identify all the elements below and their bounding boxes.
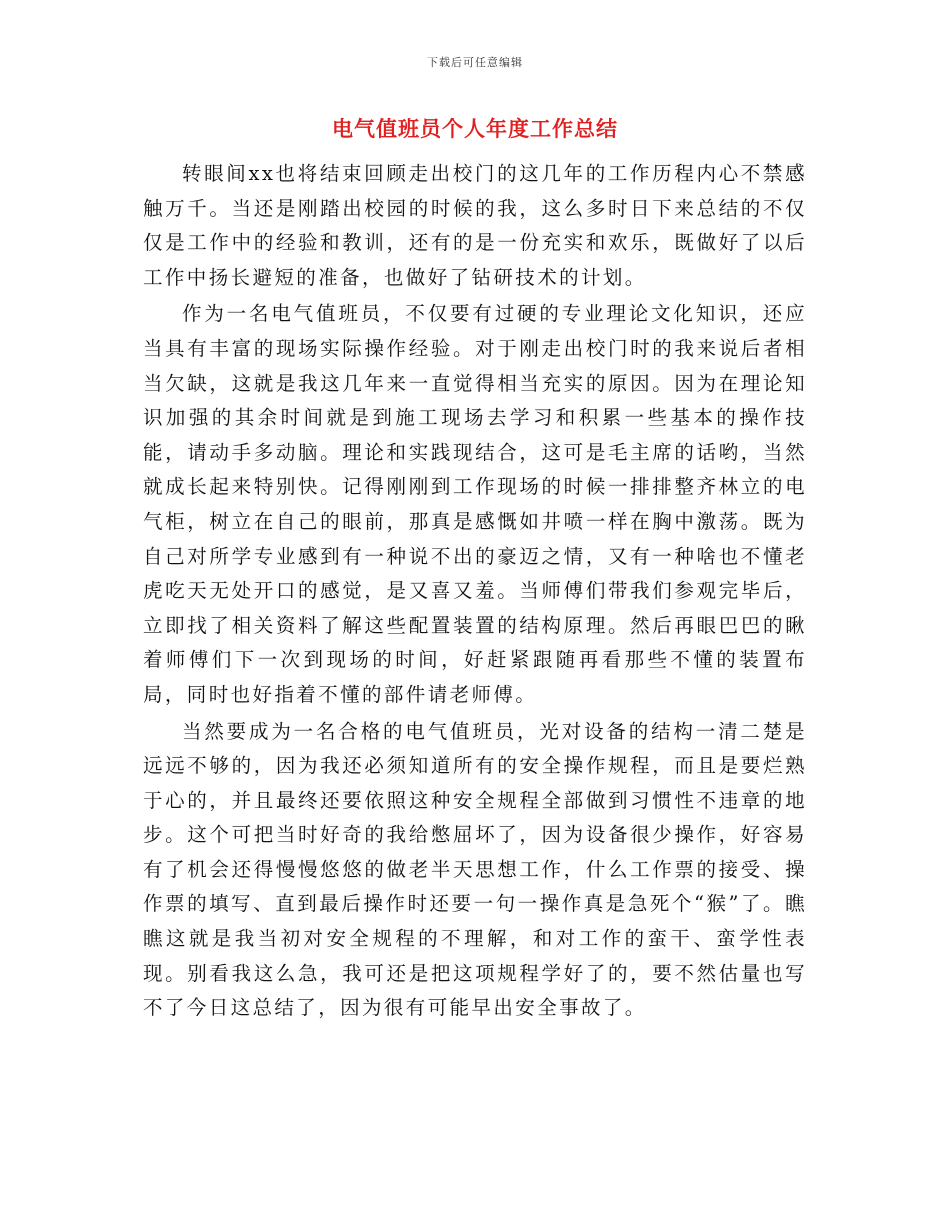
document-body [143, 157, 807, 1028]
document-title: 电气值班员个人年度工作总结 [332, 117, 618, 141]
paragraph: 作为一名电气值班员，不仅要有过硬的专业理论文化知识，还应当具有丰富的现场实际操作经验。对于刚走出校门时的我来说后者相当欠缺，这就是我这几年来一直觉得相当充实的原因。因为在理论知识加强的其余时间就是到施工现场去学习和积累一些基本的操作技能，请动手多动脑。理论和实践现结合，这可是毛主席的话哟，当然就成长起来特别快。记得刚刚到工作现场的时候一排排整齐林立的电气柜，树立在自己的眼前，那真是感慨如井喷一样在胸中激荡。既为自己对所学专业感到有一种说不出的豪迈之情，又有一种啥也不懂老虎吃天无处开口的感觉，是又喜又羞。当师傅们带我们参观完毕后，立即找了相关资料了解这些配置装置的结构原理。然后再眼巴巴的瞅着师傅们下一次到现场的时间，好赶紧跟随再看那些不懂的装置布局，同时也好指着不懂的部件请老师傅。 [143, 302, 807, 706]
header-note: 下载后可任意编辑 [427, 56, 523, 69]
paragraph: 转眼间xx也将结束回顾走出校门的这几年的工作历程内心不禁感触万千。当还是刚踏出校园的时候的我，这么多时日下来总结的不仅仅是工作中的经验和教训，还有的是一份充实和欢乐，既做好了以后工作中扬长避短的准备，也做好了钻研技术的计划。 [143, 162, 807, 289]
paragraph: 当然要成为一名合格的电气值班员，光对设备的结构一清二楚是远远不够的，因为我还必须知道所有的安全操作规程，而且是要烂熟于心的，并且最终还要依照这种安全规程全部做到习惯性不违章的地步。这个可把当时好奇的我给憋屈坏了，因为设备很少操作，好容易有了机会还得慢慢悠悠的做老半天思想工作，什么工作票的接受、操作票的填写、直到最后操作时还要一句一操作真是急死个“猴”了。瞧瞧这就是我当初对安全规程的不理解，和对工作的蛮干、蛮学性表现。别看我这么急，我可还是把这项规程学好了的，要不然估量也写不了今日这总结了，因为很有可能早出安全事故了。 [143, 719, 807, 1020]
